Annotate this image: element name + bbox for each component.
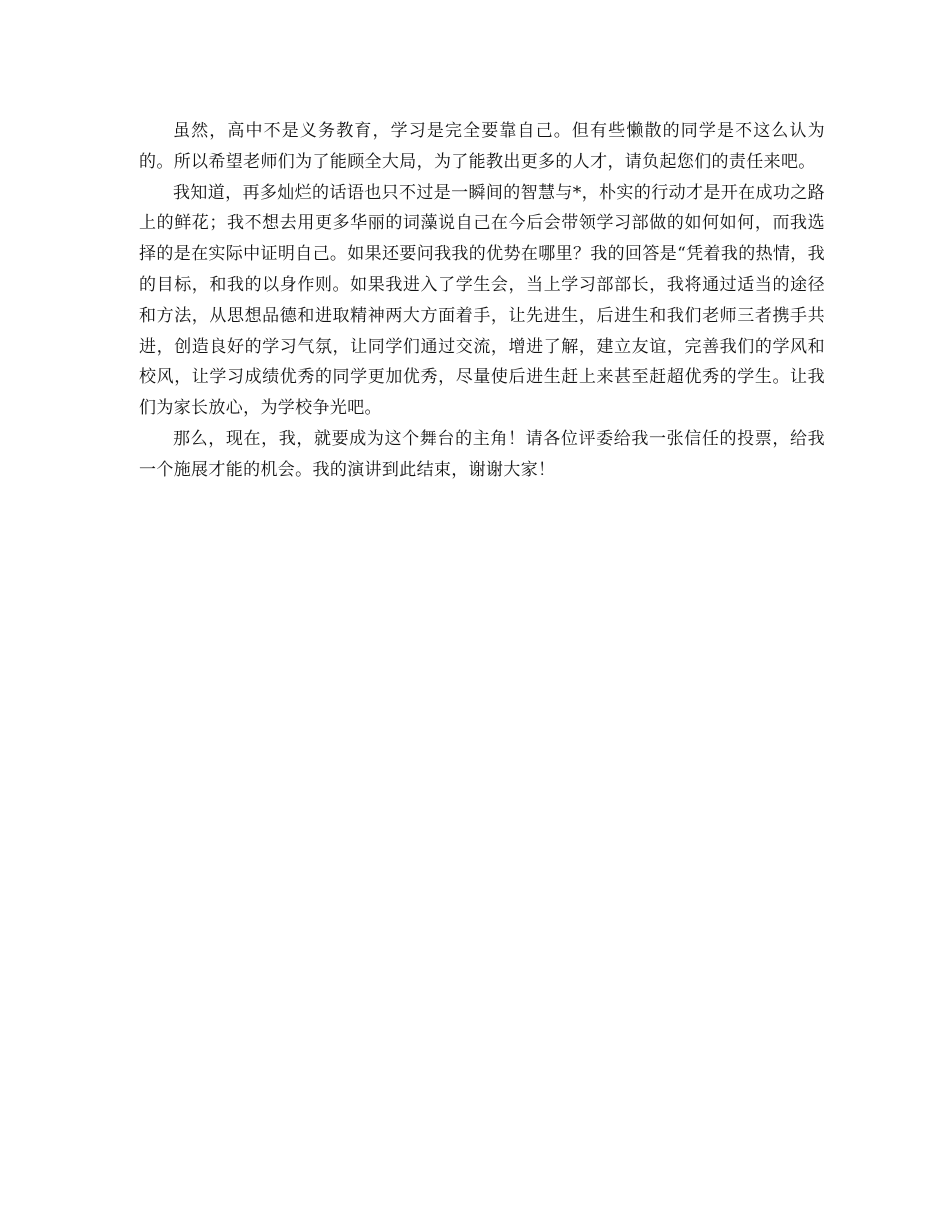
paragraph: 虽然，高中不是义务教育，学习是完全要靠自己。但有些懒散的同学是不这么认为的。所以希望老师们为了能顾全大局，为了能教出更多的人才，请负起您们的责任来吧。 (139, 121, 825, 172)
paragraph: 我知道，再多灿烂的话语也只不过是一瞬间的智慧与*，朴实的行动才是开在成功之路上的鲜花；我不想去用更多华丽的词藻说自己在今后会带领学习部做的如何如何，而我选择的是在实际中证明自己。如果还要问我我的优势在哪里？我的回答是“凭着我的热情，我的目标，和我的以身作则。如果我进入了学生会，当上学习部部长，我将通过适当的途径和方法，从思想品德和进取精神两大方面着手，让先进生，后进生和我们老师三者携手共进，创造良好的学习气氛，让同学们通过交流，增进了解，建立友谊，完善我们的学风和校风，让学习成绩优秀的同学更加优秀，尽量使后进生赶上来甚至赶超优秀的学生。让我们为家长放心，为学校争光吧。 (139, 182, 825, 419)
document-body (139, 116, 825, 486)
paragraph: 那么，现在，我，就要成为这个舞台的主角！请各位评委给我一张信任的投票，给我一个施展才能的机会。我的演讲到此结束，谢谢大家！ (139, 428, 825, 480)
